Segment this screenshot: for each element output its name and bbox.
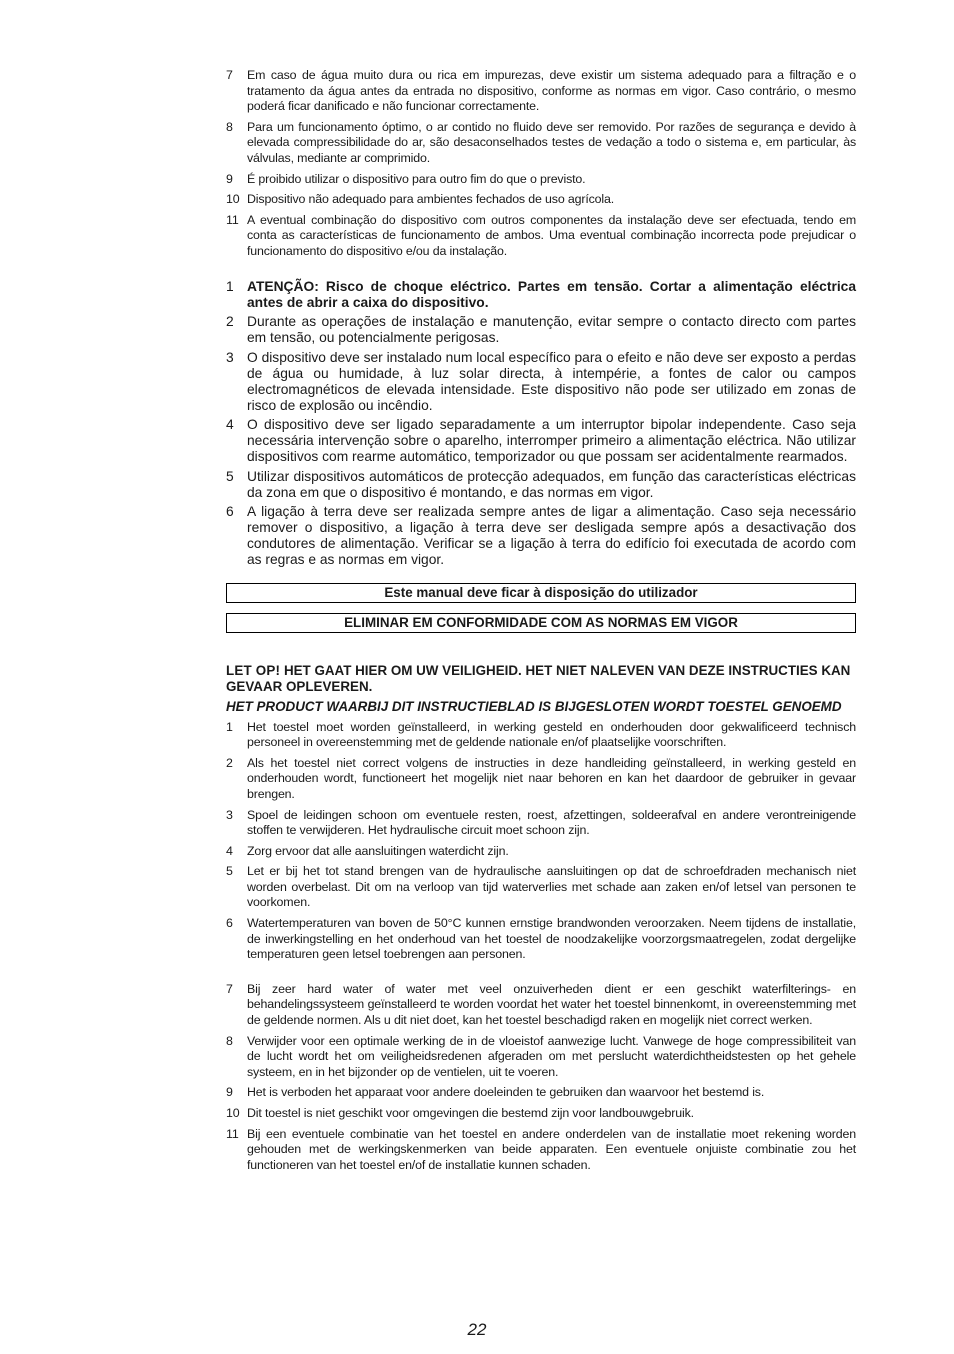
list-item <box>226 469 856 501</box>
list-item-text: Als het toestel niet correct volgens de instructies in deze handleiding geïnstalleerd, in werking gesteld en onderhouden wordt, functioneert het mogelijk niet naar behoren en kan het daardoor de gebruiker in gevaar brengen. <box>247 755 856 801</box>
nl-safety-list-a <box>226 720 856 963</box>
list-item-number: 9 <box>226 171 233 186</box>
list-item-number: 10 <box>226 192 240 207</box>
list-item <box>226 916 856 963</box>
list-item-text: Verwijder voor een optimale werking de in de vloeistof aanwezige lucht. Vanwege de hoge compressibiliteit van de lucht wordt het om veiligheidsredenen afgeraden om met perslucht waterdichtheidstesten op het gehele systeem, en in het bijzonder op de ventielen, uit te voeren. <box>247 1033 856 1079</box>
list-item-text: Bij een eventuele combinatie van het toestel en andere onderdelen van de installatie moet rekening worden gehouden met de werkingskenmerken van beide apparaten. Een eventuele onjuiste combinatie zou het functioneren van het toestel en/of de installatie kunnen schaden. <box>247 1126 856 1172</box>
list-item-text: ATENÇÃO: Risco de choque eléctrico. Partes em tensão. Cortar a alimentação eléctrica antes de abrir a caixa do dispositivo. <box>247 278 856 310</box>
list-item-number: 1 <box>226 278 234 294</box>
list-item <box>226 417 856 465</box>
list-item-text: Dispositivo não adequado para ambientes fechados de uso agrícola. <box>247 192 615 207</box>
list-item-text: É proibido utilizar o dispositivo para outro fim do que o previsto. <box>247 171 586 186</box>
list-item <box>226 314 856 346</box>
list-item <box>226 1034 856 1081</box>
list-item <box>226 504 856 568</box>
list-item-text: Bij zeer hard water of water met veel onzuiverheden dient er een geschikt waterfilterings- en behandelingssysteem geïnstalleerd te worden voordat het water het toestel binnenkomt, in overeenstemming met de geldende normen. Als u dit niet doet, kan het toestel beschadigd raken en mogelijk niet correct werken. <box>247 981 856 1028</box>
disposal-notice-box: ELIMINAR EM CONFORMIDADE COM AS NORMAS EM VIGOR <box>226 613 856 633</box>
list-item <box>226 864 856 911</box>
list-item-number: 11 <box>226 1126 239 1141</box>
list-item-number: 3 <box>226 349 234 365</box>
list-item-number: 11 <box>226 212 239 227</box>
pt-electrical-safety-list <box>226 279 856 569</box>
list-item <box>226 1127 856 1174</box>
list-item <box>226 808 856 839</box>
list-item-text: Zorg ervoor dat alle aansluitingen waterdicht zijn. <box>247 843 509 858</box>
list-item <box>226 982 856 1029</box>
nl-warning-text: HET GAAT HIER OM UW VEILIGHEID. HET NIET NALEVEN VAN DEZE INSTRUCTIES KAN GEVAAR OPLEVEREN. <box>226 662 851 694</box>
list-item-text: O dispositivo deve ser ligado separadamente a um interruptor bipolar independente. Caso seja necessária intervenção sobre o aparelho, interromper primeiro a alimentação eléctrica. Não utilizar dispositivos com rearme automático, temporizador ou que possam ser acidentalmente rearmados. <box>247 417 856 465</box>
list-item-number: 5 <box>226 864 233 879</box>
list-item <box>226 756 856 803</box>
list-item-number: 3 <box>226 807 233 822</box>
list-item-number: 4 <box>226 417 234 433</box>
list-item-text: Watertemperaturen van boven de 50°C kunnen ernstige brandwonden veroorzaken. Neem tijdens de installatie, de inwerkingstelling en het onderhoud van het toestel de noodzakelijke voorzorgsmaatregelen, zodat dergelijke temperaturen geen letsel toebrengen aan personen. <box>247 916 856 962</box>
list-item-text: Spoel de leidingen schoon om eventuele resten, roest, afzettingen, soldeerafval en andere verontreinigende stoffen te verwijderen. Het hydraulische circuit moet schoon zijn. <box>247 807 856 838</box>
list-item-number: 8 <box>226 1033 233 1048</box>
page-content <box>226 68 856 1178</box>
pt-general-safety-list <box>226 68 856 260</box>
list-item-number: 7 <box>226 981 233 996</box>
list-item <box>226 350 856 414</box>
list-item-text: Utilizar dispositivos automáticos de protecção adequados, em função das características eléctricas da zona em que o dispositivo é montando, e das normas em vigor. <box>247 468 856 500</box>
nl-warning-heading <box>226 663 856 695</box>
list-item <box>226 844 856 860</box>
list-item-text: Het is verboden het apparaat voor andere doeleinden te gebruiken dan waarvoor het bestemd is. <box>247 1085 765 1100</box>
list-item <box>226 720 856 751</box>
list-item-number: 7 <box>226 68 233 82</box>
list-item-number: 9 <box>226 1085 233 1100</box>
list-item-text: Durante as operações de instalação e manutenção, evitar sempre o contacto directo com partes em tensão, ou potencialmente perigosas. <box>247 314 856 346</box>
list-item-text: O dispositivo deve ser instalado num local específico para o efeito e não deve ser exposto a perdas de água ou humidade, à luz solar directa, à intempérie, a fontes de calor ou campos electromagnéticos de elevada intensidade. Este dispositivo não pode ser utilizado em zonas de risco de explosão ou incêndio. <box>247 349 856 413</box>
list-item-text: Het toestel moet worden geïnstalleerd, in werking gesteld en onderhouden door gekwalificeerd technisch personeel in overeenstemming met de geldende nationale en/of plaatselijke voorschriften. <box>247 719 856 750</box>
list-item <box>226 1085 856 1101</box>
list-item <box>226 120 856 167</box>
manual-notice-box: Este manual deve ficar à disposição do utilizador <box>226 583 856 603</box>
list-item-number: 8 <box>226 119 233 134</box>
list-item-number: 2 <box>226 755 233 770</box>
list-item <box>226 192 856 208</box>
list-item-text: A ligação à terra deve ser realizada sempre antes de ligar a alimentação. Caso seja necessário remover o dispositivo, a ligação à terra deve ser desligada sempre após a desactivação dos condutores de alimentação. Verificar se a ligação à terra do edifício foi executada de acordo com as regras e as normas em vigor. <box>247 504 856 568</box>
list-item <box>226 68 856 115</box>
list-item-text: Para um funcionamento óptimo, o ar contido no fluido deve ser removido. Por razões de segurança e devido à elevada compressibilidade do ar, são desaconselhados testes de vedação a todo o sistema e, em particular, às válvulas, mediante ar comprimido. <box>247 119 856 165</box>
list-item <box>226 172 856 188</box>
list-item <box>226 1106 856 1122</box>
list-item-number: 1 <box>226 719 233 734</box>
list-item-text: Dit toestel is niet geschikt voor omgevingen die bestemd zijn voor landbouwgebruik. <box>247 1106 694 1120</box>
list-item-number: 6 <box>226 504 234 520</box>
list-item-text: Em caso de água muito dura ou rica em impurezas, deve existir um sistema adequado para a filtração e o tratamento da água antes da entrada no dispositivo, conforme as normas em vigor. Caso contrário, o mesmo poderá ficar danificado e não funcionar correctamente. <box>247 68 856 114</box>
nl-safety-list-b <box>226 982 856 1174</box>
nl-letop-label: LET OP! <box>226 662 281 678</box>
list-item-number: 5 <box>226 468 234 484</box>
list-item-number: 4 <box>226 843 233 858</box>
list-item <box>226 213 856 260</box>
nl-product-note: HET PRODUCT WAARBIJ DIT INSTRUCTIEBLAD IS BIJGESLOTEN WORDT TOESTEL GENOEMD <box>226 698 842 714</box>
list-item-number: 6 <box>226 916 233 931</box>
list-item-number: 10 <box>226 1106 240 1120</box>
list-item-number: 2 <box>226 314 234 330</box>
list-item-text: A eventual combinação do dispositivo com outros componentes da instalação deve ser efectuada, tendo em conta as características de funcionamento de ambos. Uma eventual combinação incorrecta pode prejudicar o funcionamento do dispositivo e/ou da instalação. <box>247 212 856 258</box>
list-item <box>226 279 856 311</box>
list-item-text: Let er bij het tot stand brengen van de hydraulische aansluitingen op dat de schroefdraden mechanisch niet worden overbelast. Dit om na verloop van tijd waterverlies met schade aan zaken en/of letsel van personen te voorkomen. <box>247 864 856 910</box>
page-number: 22 <box>467 1320 487 1339</box>
